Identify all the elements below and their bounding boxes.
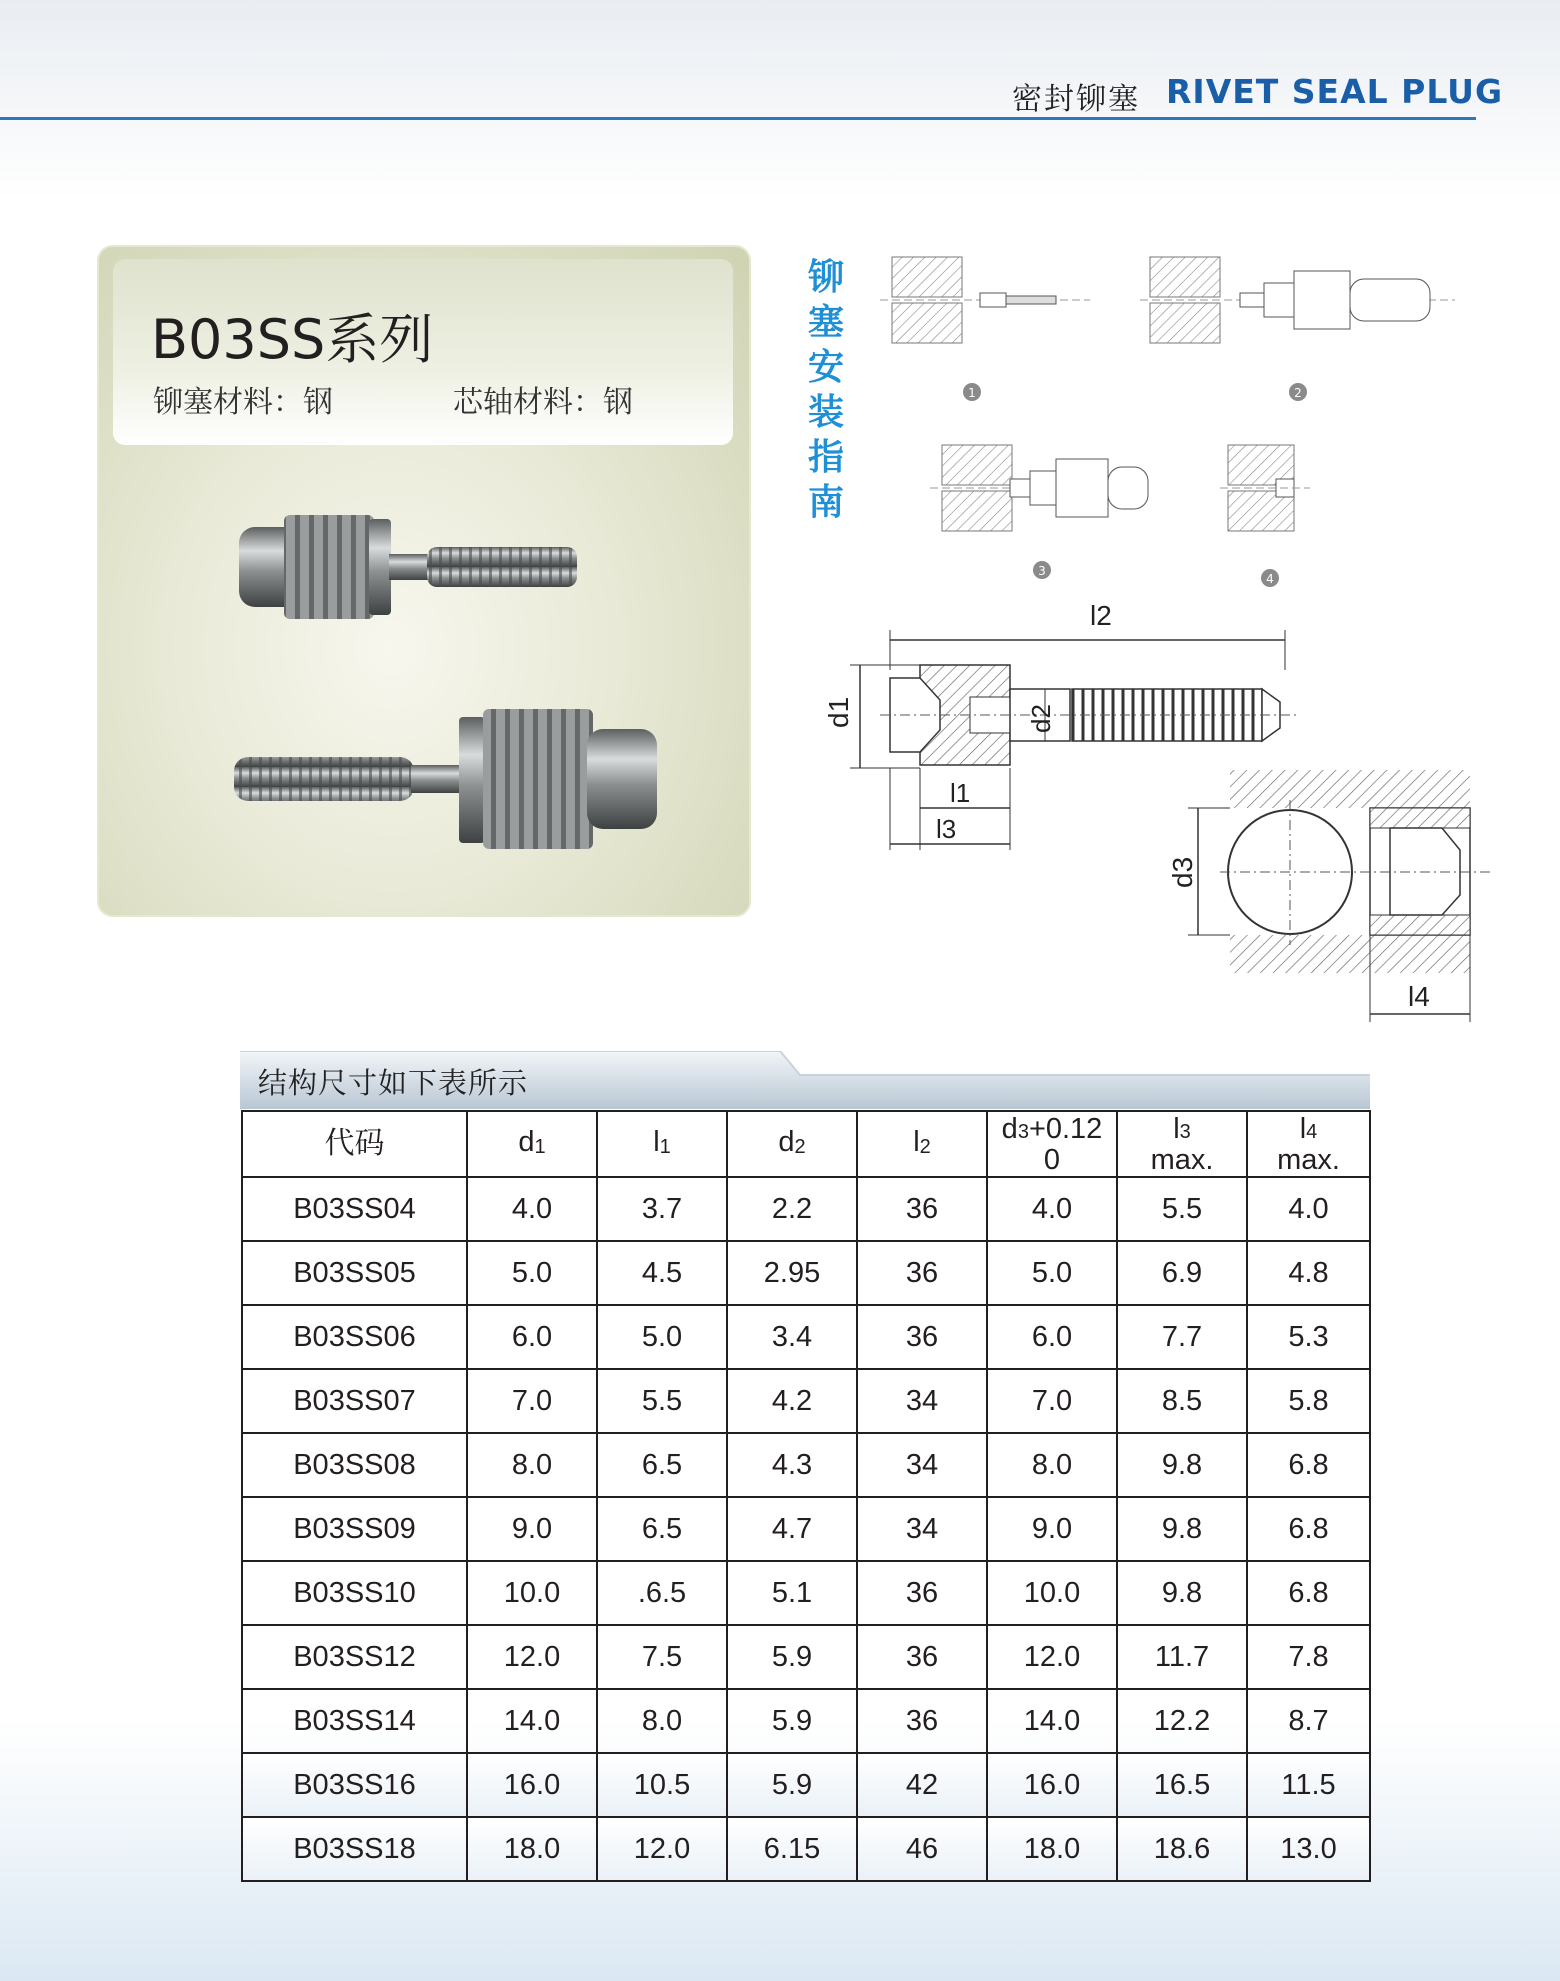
table-cell: 7.8 [1247, 1625, 1370, 1689]
svg-text:d3: d3 [1167, 856, 1198, 888]
col-header-d2: d2 [727, 1111, 857, 1177]
table-cell: 4.7 [727, 1497, 857, 1561]
table-cell: 5.0 [467, 1241, 597, 1305]
table-cell: 4.0 [467, 1177, 597, 1241]
svg-text:2: 2 [1294, 386, 1302, 400]
table-cell: 4.8 [1247, 1241, 1370, 1305]
table-row [242, 1817, 1370, 1881]
dimension-drawing [790, 590, 1520, 1050]
table-row [242, 1177, 1370, 1241]
table-cell: 3.4 [727, 1305, 857, 1369]
table-cell: 9.8 [1117, 1433, 1247, 1497]
table-cell: 12.2 [1117, 1689, 1247, 1753]
table-cell: 8.5 [1117, 1369, 1247, 1433]
table-cell: 16.5 [1117, 1753, 1247, 1817]
table-cell: 34 [857, 1497, 987, 1561]
svg-text:3: 3 [1038, 564, 1046, 578]
table-cell: 12.0 [987, 1625, 1117, 1689]
table-cell: 5.1 [727, 1561, 857, 1625]
table-row [242, 1241, 1370, 1305]
table-cell: 4.3 [727, 1433, 857, 1497]
table-cell-code: B03SS07 [242, 1369, 467, 1433]
table-cell: 36 [857, 1561, 987, 1625]
table-row [242, 1753, 1370, 1817]
svg-text:l2: l2 [1090, 600, 1112, 631]
col-header-l3: l3 max. [1117, 1111, 1247, 1177]
rivet-photo-lower [234, 709, 657, 849]
table-row [242, 1497, 1370, 1561]
table-cell-code: B03SS08 [242, 1433, 467, 1497]
table-cell: 16.0 [987, 1753, 1117, 1817]
table-cell-code: B03SS14 [242, 1689, 467, 1753]
table-cell: 12.0 [467, 1625, 597, 1689]
table-cell: 6.0 [987, 1305, 1117, 1369]
table-cell: 5.8 [1247, 1369, 1370, 1433]
svg-text:1: 1 [968, 386, 976, 400]
install-step-3 [930, 445, 1148, 579]
table-cell: 11.7 [1117, 1625, 1247, 1689]
table-cell: 6.8 [1247, 1561, 1370, 1625]
table-cell: 6.8 [1247, 1497, 1370, 1561]
table-cell: 5.5 [597, 1369, 727, 1433]
table-row [242, 1305, 1370, 1369]
col-header-l1: l1 [597, 1111, 727, 1177]
table-cell: 36 [857, 1177, 987, 1241]
table-caption: 结构尺寸如下表所示 [258, 1066, 529, 1100]
table-cell: 16.0 [467, 1753, 597, 1817]
table-cell: 5.9 [727, 1625, 857, 1689]
table-cell: 36 [857, 1625, 987, 1689]
table-cell: 36 [857, 1241, 987, 1305]
table-row [242, 1561, 1370, 1625]
header-title-zh: 密封铆塞 [1012, 82, 1140, 117]
table-cell: 6.5 [597, 1497, 727, 1561]
table-cell-code: B03SS16 [242, 1753, 467, 1817]
svg-text:l1: l1 [950, 778, 971, 808]
table-cell: 4.0 [1247, 1177, 1370, 1241]
table-cell: 36 [857, 1689, 987, 1753]
install-guide-title: 铆 塞 安 装 指 南 [808, 257, 845, 523]
table-cell: 6.8 [1247, 1433, 1370, 1497]
table-cell: 9.8 [1117, 1497, 1247, 1561]
svg-text:4: 4 [1266, 572, 1274, 586]
table-cell: 9.8 [1117, 1561, 1247, 1625]
table-row [242, 1689, 1370, 1753]
table-cell-code: B03SS05 [242, 1241, 467, 1305]
table-row [242, 1369, 1370, 1433]
table-cell: 18.0 [987, 1817, 1117, 1881]
svg-text:d1: d1 [823, 696, 854, 728]
table-cell-code: B03SS04 [242, 1177, 467, 1241]
table-row [242, 1433, 1370, 1497]
install-step-1 [880, 257, 1090, 401]
table-cell: 8.0 [467, 1433, 597, 1497]
table-body [242, 1177, 1370, 1881]
table-cell: 4.5 [597, 1241, 727, 1305]
table-cell: 5.0 [987, 1241, 1117, 1305]
table-cell: 6.9 [1117, 1241, 1247, 1305]
table-cell: 18.0 [467, 1817, 597, 1881]
table-cell: 6.15 [727, 1817, 857, 1881]
table-cell-code: B03SS12 [242, 1625, 467, 1689]
table-cell: 6.5 [597, 1433, 727, 1497]
install-step-4 [1220, 445, 1310, 587]
dimension-table [241, 1110, 1371, 1882]
table-cell: 42 [857, 1753, 987, 1817]
table-cell-code: B03SS18 [242, 1817, 467, 1881]
table-cell: .6.5 [597, 1561, 727, 1625]
table-cell: 14.0 [987, 1689, 1117, 1753]
table-cell: 11.5 [1247, 1753, 1370, 1817]
table-cell: 7.5 [597, 1625, 727, 1689]
table-cell: 5.0 [597, 1305, 727, 1369]
installed-section-view [1167, 770, 1490, 1022]
col-header-l2: l2 [857, 1111, 987, 1177]
table-cell: 10.0 [987, 1561, 1117, 1625]
table-cell: 3.7 [597, 1177, 727, 1241]
table-cell: 36 [857, 1305, 987, 1369]
rivet-material: 铆塞材料：钢 [153, 385, 333, 420]
table-cell: 8.0 [987, 1433, 1117, 1497]
table-cell: 8.0 [597, 1689, 727, 1753]
table-cell: 10.0 [467, 1561, 597, 1625]
table-cell: 7.7 [1117, 1305, 1247, 1369]
rivet-side-view [823, 600, 1300, 850]
table-cell: 34 [857, 1433, 987, 1497]
svg-text:l4: l4 [1408, 981, 1430, 1012]
table-header-row [242, 1111, 1370, 1177]
table-cell: 5.9 [727, 1753, 857, 1817]
table-cell-code: B03SS09 [242, 1497, 467, 1561]
table-cell: 5.9 [727, 1689, 857, 1753]
product-title-box [113, 259, 733, 445]
col-header-code: 代码 [242, 1111, 467, 1177]
table-cell: 12.0 [597, 1817, 727, 1881]
svg-text:d2: d2 [1026, 704, 1056, 733]
table-cell: 34 [857, 1369, 987, 1433]
table-cell: 7.0 [467, 1369, 597, 1433]
table-cell: 7.0 [987, 1369, 1117, 1433]
table-cell-code: B03SS10 [242, 1561, 467, 1625]
table-cell: 2.2 [727, 1177, 857, 1241]
rivet-photo-upper [239, 515, 577, 619]
table-cell: 4.0 [987, 1177, 1117, 1241]
table-cell-code: B03SS06 [242, 1305, 467, 1369]
header-title-en: RIVET SEAL PLUG [1166, 72, 1504, 111]
table-cell: 14.0 [467, 1689, 597, 1753]
table-cell: 2.95 [727, 1241, 857, 1305]
table-cell: 5.5 [1117, 1177, 1247, 1241]
col-header-d1: d1 [467, 1111, 597, 1177]
header-rule [0, 117, 1476, 120]
table-cell: 13.0 [1247, 1817, 1370, 1881]
col-header-l4: l4 max. [1247, 1111, 1370, 1177]
table-cell: 18.6 [1117, 1817, 1247, 1881]
table-cell: 46 [857, 1817, 987, 1881]
table-cell: 10.5 [597, 1753, 727, 1817]
product-photo-panel [97, 245, 751, 917]
table-cell: 8.7 [1247, 1689, 1370, 1753]
mandrel-material: 芯轴材料：钢 [453, 385, 633, 420]
table-cell: 5.3 [1247, 1305, 1370, 1369]
table-cell: 4.2 [727, 1369, 857, 1433]
svg-text:l3: l3 [936, 814, 957, 844]
series-title: B03SS系列 [151, 308, 434, 371]
product-photo [99, 447, 749, 907]
table-row [242, 1625, 1370, 1689]
table-cell: 9.0 [467, 1497, 597, 1561]
install-guide-diagrams [880, 245, 1460, 590]
install-step-2 [1140, 257, 1455, 401]
col-header-d3: d3+0.12 0 [987, 1111, 1117, 1177]
table-cell: 6.0 [467, 1305, 597, 1369]
table-cell: 9.0 [987, 1497, 1117, 1561]
